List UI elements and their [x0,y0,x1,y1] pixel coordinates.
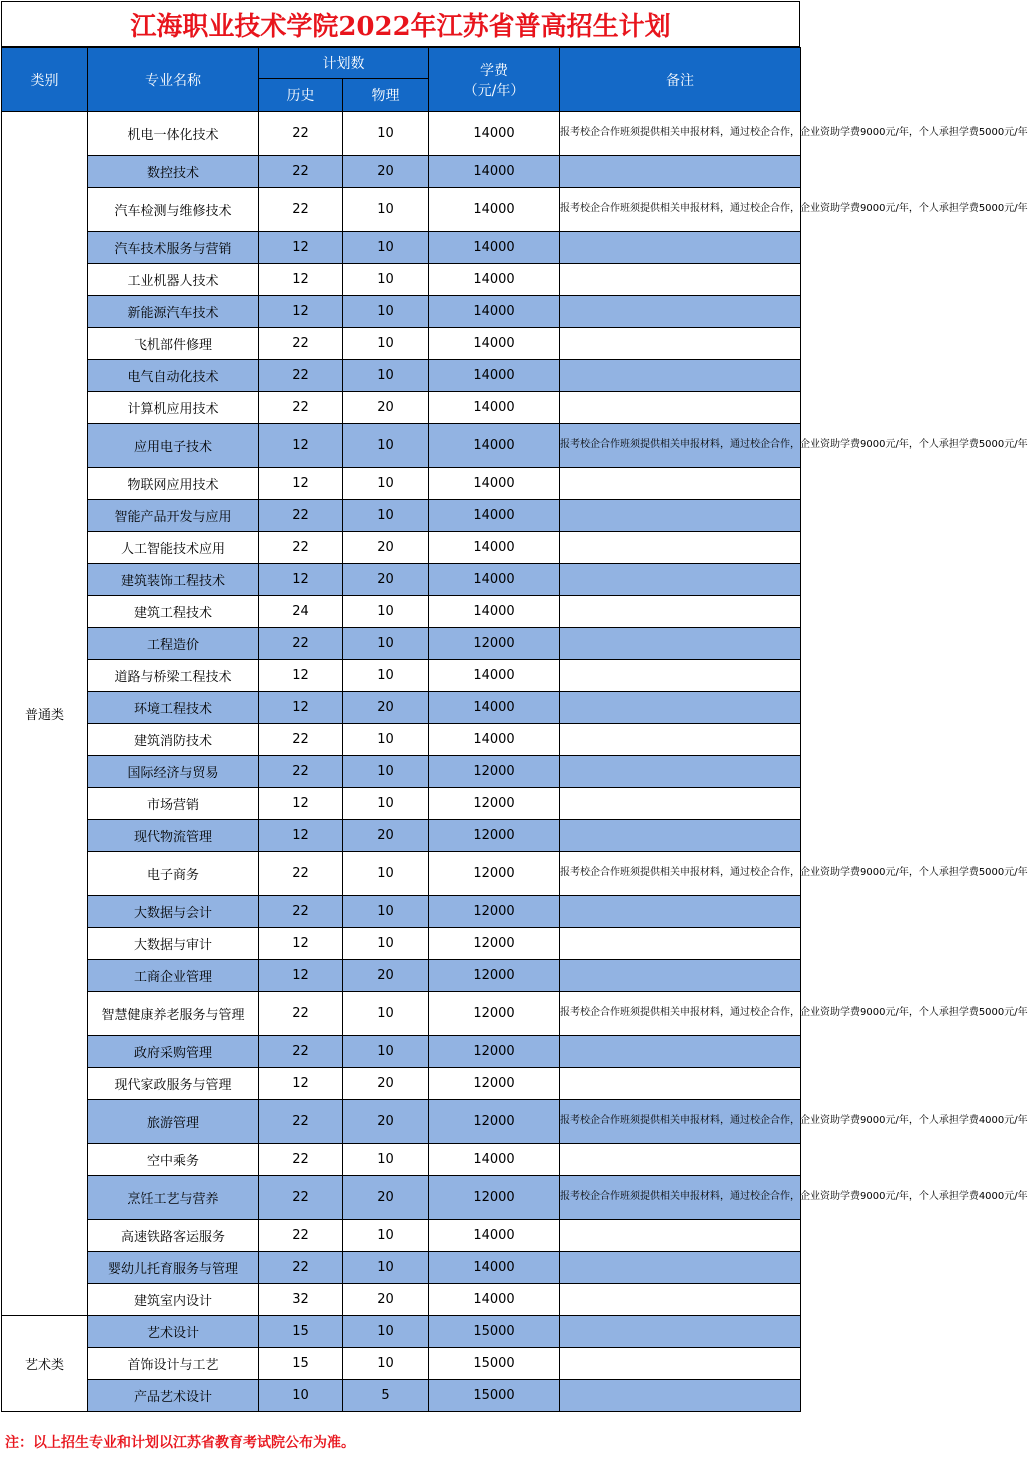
table-row [2,692,801,724]
header-category: 类别 [2,48,88,112]
major-cell: 国际经济与贸易 [88,756,259,788]
table-row [2,788,801,820]
history-count-cell: 12 [259,928,343,960]
tuition-cell: 14000 [429,188,560,232]
tuition-cell: 12000 [429,756,560,788]
history-count-cell: 22 [259,532,343,564]
remark-cell: 报考校企合作班须提供相关申报材料，通过校企合作，企业资助学费9000元/年，个人承担学费5000元/年 [560,992,801,1036]
physics-count-cell: 10 [343,1144,429,1176]
tuition-cell: 14000 [429,596,560,628]
remark-cell [560,596,801,628]
tuition-cell: 14000 [429,424,560,468]
tuition-cell: 14000 [429,1284,560,1316]
remark-cell [560,468,801,500]
history-count-cell: 12 [259,564,343,596]
major-cell: 智慧健康养老服务与管理 [88,992,259,1036]
tuition-cell: 12000 [429,628,560,660]
major-cell: 计算机应用技术 [88,392,259,424]
table-row [2,1176,801,1220]
header-tuition [429,48,560,112]
physics-count-cell: 10 [343,328,429,360]
major-cell: 艺术设计 [88,1316,259,1348]
remark-cell [560,820,801,852]
history-count-cell: 12 [259,692,343,724]
history-count-cell: 24 [259,596,343,628]
history-count-cell: 22 [259,1100,343,1144]
remark-cell: 报考校企合作班须提供相关申报材料，通过校企合作，企业资助学费9000元/年，个人承担学费4000元/年 [560,1176,801,1220]
physics-count-cell: 10 [343,360,429,392]
tuition-cell: 14000 [429,1252,560,1284]
history-count-cell: 22 [259,852,343,896]
table-row [2,1220,801,1252]
history-count-cell: 12 [259,660,343,692]
physics-count-cell: 10 [343,232,429,264]
table-row [2,992,801,1036]
remark-cell [560,928,801,960]
physics-count-cell: 20 [343,692,429,724]
tuition-cell: 15000 [429,1348,560,1380]
major-cell: 婴幼儿托育服务与管理 [88,1252,259,1284]
remark-cell: 报考校企合作班须提供相关申报材料，通过校企合作，企业资助学费9000元/年，个人承担学费4000元/年 [560,1100,801,1144]
tuition-cell: 14000 [429,156,560,188]
physics-count-cell: 20 [343,392,429,424]
physics-count-cell: 20 [343,156,429,188]
physics-count-cell: 10 [343,928,429,960]
history-count-cell: 15 [259,1348,343,1380]
table-row [2,596,801,628]
tuition-cell: 14000 [429,660,560,692]
history-count-cell: 12 [259,264,343,296]
table-row [2,1348,801,1380]
remark-cell [560,532,801,564]
history-count-cell: 22 [259,756,343,788]
tuition-cell: 12000 [429,960,560,992]
major-cell: 现代家政服务与管理 [88,1068,259,1100]
remark-cell [560,692,801,724]
table-row [2,532,801,564]
history-count-cell: 22 [259,156,343,188]
history-count-cell: 12 [259,820,343,852]
tuition-cell: 14000 [429,532,560,564]
physics-count-cell: 10 [343,724,429,756]
remark-cell [560,500,801,532]
remark-cell [560,564,801,596]
tuition-cell: 12000 [429,992,560,1036]
physics-count-cell: 20 [343,1176,429,1220]
table-row [2,1068,801,1100]
table-row [2,468,801,500]
history-count-cell: 12 [259,296,343,328]
physics-count-cell: 10 [343,852,429,896]
tuition-cell: 12000 [429,788,560,820]
tuition-cell: 14000 [429,232,560,264]
tuition-cell: 14000 [429,1144,560,1176]
table-body [2,112,1028,1412]
major-cell: 智能产品开发与应用 [88,500,259,532]
table-row [2,1036,801,1068]
remark-cell [560,1252,801,1284]
major-cell: 新能源汽车技术 [88,296,259,328]
history-count-cell: 22 [259,188,343,232]
table-row [2,928,801,960]
history-count-cell: 10 [259,1380,343,1412]
physics-count-cell: 10 [343,788,429,820]
history-count-cell: 12 [259,424,343,468]
physics-count-cell: 20 [343,820,429,852]
history-count-cell: 15 [259,1316,343,1348]
history-count-cell: 22 [259,896,343,928]
table-row [2,188,801,232]
major-cell: 高速铁路客运服务 [88,1220,259,1252]
tuition-cell: 14000 [429,328,560,360]
history-count-cell: 22 [259,1252,343,1284]
tuition-cell: 14000 [429,692,560,724]
physics-count-cell: 10 [343,1316,429,1348]
remark-cell [560,328,801,360]
physics-count-cell: 10 [343,756,429,788]
history-count-cell: 22 [259,992,343,1036]
major-cell: 汽车检测与维修技术 [88,188,259,232]
sheet-title: 江海职业技术学院2022年江苏省普高招生计划 [1,1,800,47]
major-cell: 电子商务 [88,852,259,896]
history-count-cell: 22 [259,392,343,424]
major-cell: 应用电子技术 [88,424,259,468]
physics-count-cell: 10 [343,660,429,692]
table-row [2,264,801,296]
remark-cell [560,360,801,392]
remark-cell: 报考校企合作班须提供相关申报材料，通过校企合作，企业资助学费9000元/年，个人承担学费5000元/年 [560,112,801,156]
remark-cell [560,628,801,660]
remark-cell [560,1316,801,1348]
table-row [2,756,801,788]
history-count-cell: 12 [259,232,343,264]
history-count-cell: 22 [259,1220,343,1252]
major-cell: 旅游管理 [88,1100,259,1144]
tuition-cell: 14000 [429,360,560,392]
header-plan: 计划数 [259,48,429,79]
table-row [2,112,801,156]
physics-count-cell: 5 [343,1380,429,1412]
remark-cell [560,392,801,424]
table-row [2,1252,801,1284]
major-cell: 物联网应用技术 [88,468,259,500]
physics-count-cell: 10 [343,188,429,232]
remark-cell [560,724,801,756]
history-count-cell: 22 [259,360,343,392]
remark-cell: 报考校企合作班须提供相关申报材料，通过校企合作，企业资助学费9000元/年，个人承担学费5000元/年 [560,424,801,468]
table-row [2,360,801,392]
remark-cell [560,896,801,928]
physics-count-cell: 10 [343,628,429,660]
table-row [2,960,801,992]
tuition-cell: 12000 [429,928,560,960]
history-count-cell: 22 [259,724,343,756]
major-cell: 大数据与会计 [88,896,259,928]
remark-cell [560,660,801,692]
physics-count-cell: 10 [343,896,429,928]
table-row [2,1316,801,1348]
physics-count-cell: 10 [343,264,429,296]
major-cell: 工商企业管理 [88,960,259,992]
history-count-cell: 22 [259,500,343,532]
tuition-cell: 12000 [429,1176,560,1220]
remark-cell [560,1036,801,1068]
tuition-cell: 14000 [429,1220,560,1252]
major-cell: 工业机器人技术 [88,264,259,296]
tuition-cell: 15000 [429,1316,560,1348]
major-cell: 飞机部件修理 [88,328,259,360]
tuition-cell: 14000 [429,112,560,156]
physics-count-cell: 20 [343,960,429,992]
physics-count-cell: 10 [343,992,429,1036]
major-cell: 电气自动化技术 [88,360,259,392]
table-row [2,852,801,896]
history-count-cell: 32 [259,1284,343,1316]
major-cell: 环境工程技术 [88,692,259,724]
physics-count-cell: 20 [343,1068,429,1100]
footnote: 注：以上招生专业和计划以江苏省教育考试院公布为准。 [5,1435,355,1451]
remark-cell [560,232,801,264]
tuition-cell: 14000 [429,296,560,328]
tuition-cell: 12000 [429,820,560,852]
major-cell: 人工智能技术应用 [88,532,259,564]
remark-cell: 报考校企合作班须提供相关申报材料，通过校企合作，企业资助学费9000元/年，个人承担学费5000元/年 [560,188,801,232]
major-cell: 汽车技术服务与营销 [88,232,259,264]
header-tuition-line2: （元/年） [463,82,525,99]
physics-count-cell: 10 [343,1348,429,1380]
tuition-cell: 12000 [429,1100,560,1144]
remark-cell [560,264,801,296]
table-row [2,156,801,188]
remark-cell [560,788,801,820]
tuition-cell: 14000 [429,564,560,596]
tuition-cell: 14000 [429,468,560,500]
table-row [2,424,801,468]
tuition-cell: 14000 [429,724,560,756]
table-row [2,1284,801,1316]
table-row [2,1380,801,1412]
major-cell: 产品艺术设计 [88,1380,259,1412]
tuition-cell: 12000 [429,1036,560,1068]
remark-cell [560,1348,801,1380]
history-count-cell: 22 [259,1144,343,1176]
table-row [2,296,801,328]
table-row [2,1144,801,1176]
major-cell: 机电一体化技术 [88,112,259,156]
physics-count-cell: 10 [343,500,429,532]
tuition-cell: 12000 [429,1068,560,1100]
tuition-cell: 12000 [429,852,560,896]
major-cell: 数控技术 [88,156,259,188]
history-count-cell: 12 [259,1068,343,1100]
tuition-cell: 15000 [429,1380,560,1412]
header-major: 专业名称 [88,48,259,112]
remark-cell [560,156,801,188]
major-cell: 首饰设计与工艺 [88,1348,259,1380]
tuition-cell: 14000 [429,500,560,532]
table-header [2,48,801,112]
major-cell: 空中乘务 [88,1144,259,1176]
table-row [2,392,801,424]
physics-count-cell: 10 [343,424,429,468]
remark-cell [560,1220,801,1252]
category-general: 普通类 [2,112,88,1316]
header-physics: 物理 [343,79,429,112]
major-cell: 建筑消防技术 [88,724,259,756]
remark-cell: 报考校企合作班须提供相关申报材料，通过校企合作，企业资助学费9000元/年，个人承担学费5000元/年 [560,852,801,896]
remark-cell [560,1144,801,1176]
physics-count-cell: 10 [343,112,429,156]
physics-count-cell: 10 [343,296,429,328]
physics-count-cell: 20 [343,532,429,564]
major-cell: 建筑装饰工程技术 [88,564,259,596]
history-count-cell: 12 [259,468,343,500]
header-history: 历史 [259,79,343,112]
major-cell: 市场营销 [88,788,259,820]
remark-cell [560,296,801,328]
history-count-cell: 22 [259,112,343,156]
physics-count-cell: 10 [343,596,429,628]
enrollment-plan-table [1,47,1028,1412]
table-row [2,820,801,852]
table-row [2,628,801,660]
physics-count-cell: 20 [343,1100,429,1144]
major-cell: 烹饪工艺与营养 [88,1176,259,1220]
history-count-cell: 12 [259,788,343,820]
tuition-cell: 14000 [429,264,560,296]
physics-count-cell: 20 [343,1284,429,1316]
physics-count-cell: 10 [343,1036,429,1068]
major-cell: 建筑工程技术 [88,596,259,628]
remark-cell [560,1068,801,1100]
major-cell: 政府采购管理 [88,1036,259,1068]
history-count-cell: 22 [259,1036,343,1068]
remark-cell [560,1284,801,1316]
header-tuition-line1: 学费 [480,62,508,79]
remark-cell [560,756,801,788]
header-remark: 备注 [560,48,801,112]
remark-cell [560,1380,801,1412]
history-count-cell: 22 [259,328,343,360]
table-row [2,232,801,264]
table-row [2,328,801,360]
table-row [2,660,801,692]
major-cell: 建筑室内设计 [88,1284,259,1316]
table-row [2,896,801,928]
physics-count-cell: 10 [343,1220,429,1252]
major-cell: 大数据与审计 [88,928,259,960]
tuition-cell: 14000 [429,392,560,424]
table-row [2,564,801,596]
remark-cell [560,960,801,992]
history-count-cell: 22 [259,628,343,660]
physics-count-cell: 10 [343,468,429,500]
category-art: 艺术类 [2,1316,88,1412]
history-count-cell: 12 [259,960,343,992]
physics-count-cell: 10 [343,1252,429,1284]
physics-count-cell: 20 [343,564,429,596]
history-count-cell: 22 [259,1176,343,1220]
table-row [2,1100,801,1144]
major-cell: 道路与桥梁工程技术 [88,660,259,692]
major-cell: 现代物流管理 [88,820,259,852]
tuition-cell: 12000 [429,896,560,928]
table-row [2,724,801,756]
table-row [2,500,801,532]
major-cell: 工程造价 [88,628,259,660]
